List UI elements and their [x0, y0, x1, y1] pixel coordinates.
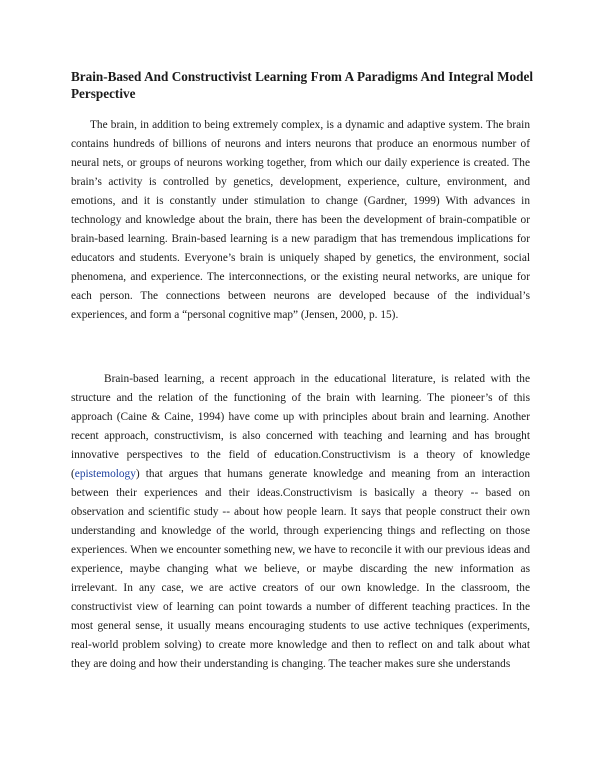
paragraph-2 [71, 370, 530, 674]
epistemology-link[interactable]: epistemology [74, 468, 136, 480]
document-title: Brain-Based And Constructivist Learning From A Paradigms And Integral Model Perspective [71, 69, 533, 101]
paragraph-1: The brain, in addition to being extremely complex, is a dynamic and adaptive system. The brain contains hundreds of billions of neurons and inters neurons that produce an enormous number of neural nets, or groups of neurons working together, from which our daily experience is created. The brain’s activity is controlled by genetics, development, experience, culture, environment, and emotions, and it is constantly under stimulation to change (Gardner, 1999) With advances in technology and knowledge about the brain, there has been the development of brain-compatible or brain-based learning. Brain-based learning is a new paradigm that has tremendous implications for educators and students. Everyone’s brain is uniquely shaped by genetics, the environment, social phenomena, and experience. The interconnections, or the existing neural networks, are unique for each person. The connections between neurons are developed because of the individual’s experiences, and form a “personal cognitive map” (Jensen, 2000, p. 15). [71, 119, 530, 321]
paragraph-2-text-end: ) that argues that humans generate knowledge and meaning from an interaction between their experiences and their ideas.Constructivism is basically a theory -- based on observation and scientific study -- about how people learn. It says that people construct their own understanding and knowledge of the world, through experiencing things and reflecting on those experiences. When we encounter something new, we have to reconcile it with our previous ideas and experience, maybe changing what we believe, or maybe discarding the new information as irrelevant. In any case, we are active creators of our own knowledge. In the classroom, the constructivist view of learning can point towards a number of different teaching practices. In the most general sense, it usually means encouraging students to use active techniques (experiments, real-world problem solving) to create more knowledge and then to reflect on and talk about what they are doing and how their understanding is changing. The teacher makes sure she understands [71, 468, 530, 670]
paragraph-2-text-start: Brain-based learning, a recent approach in the educational literature, is related with the structure and the relation of the functioning of the brain with learning. The pioneer’s of this approach (Caine & Caine, 1994) have come up with principles about brain and learning. Another recent approach, constructivism, is also concerned with teaching and learning and has brought innovative perspectives to the field of education.Constructivism is a theory of knowledge ( [71, 373, 530, 480]
